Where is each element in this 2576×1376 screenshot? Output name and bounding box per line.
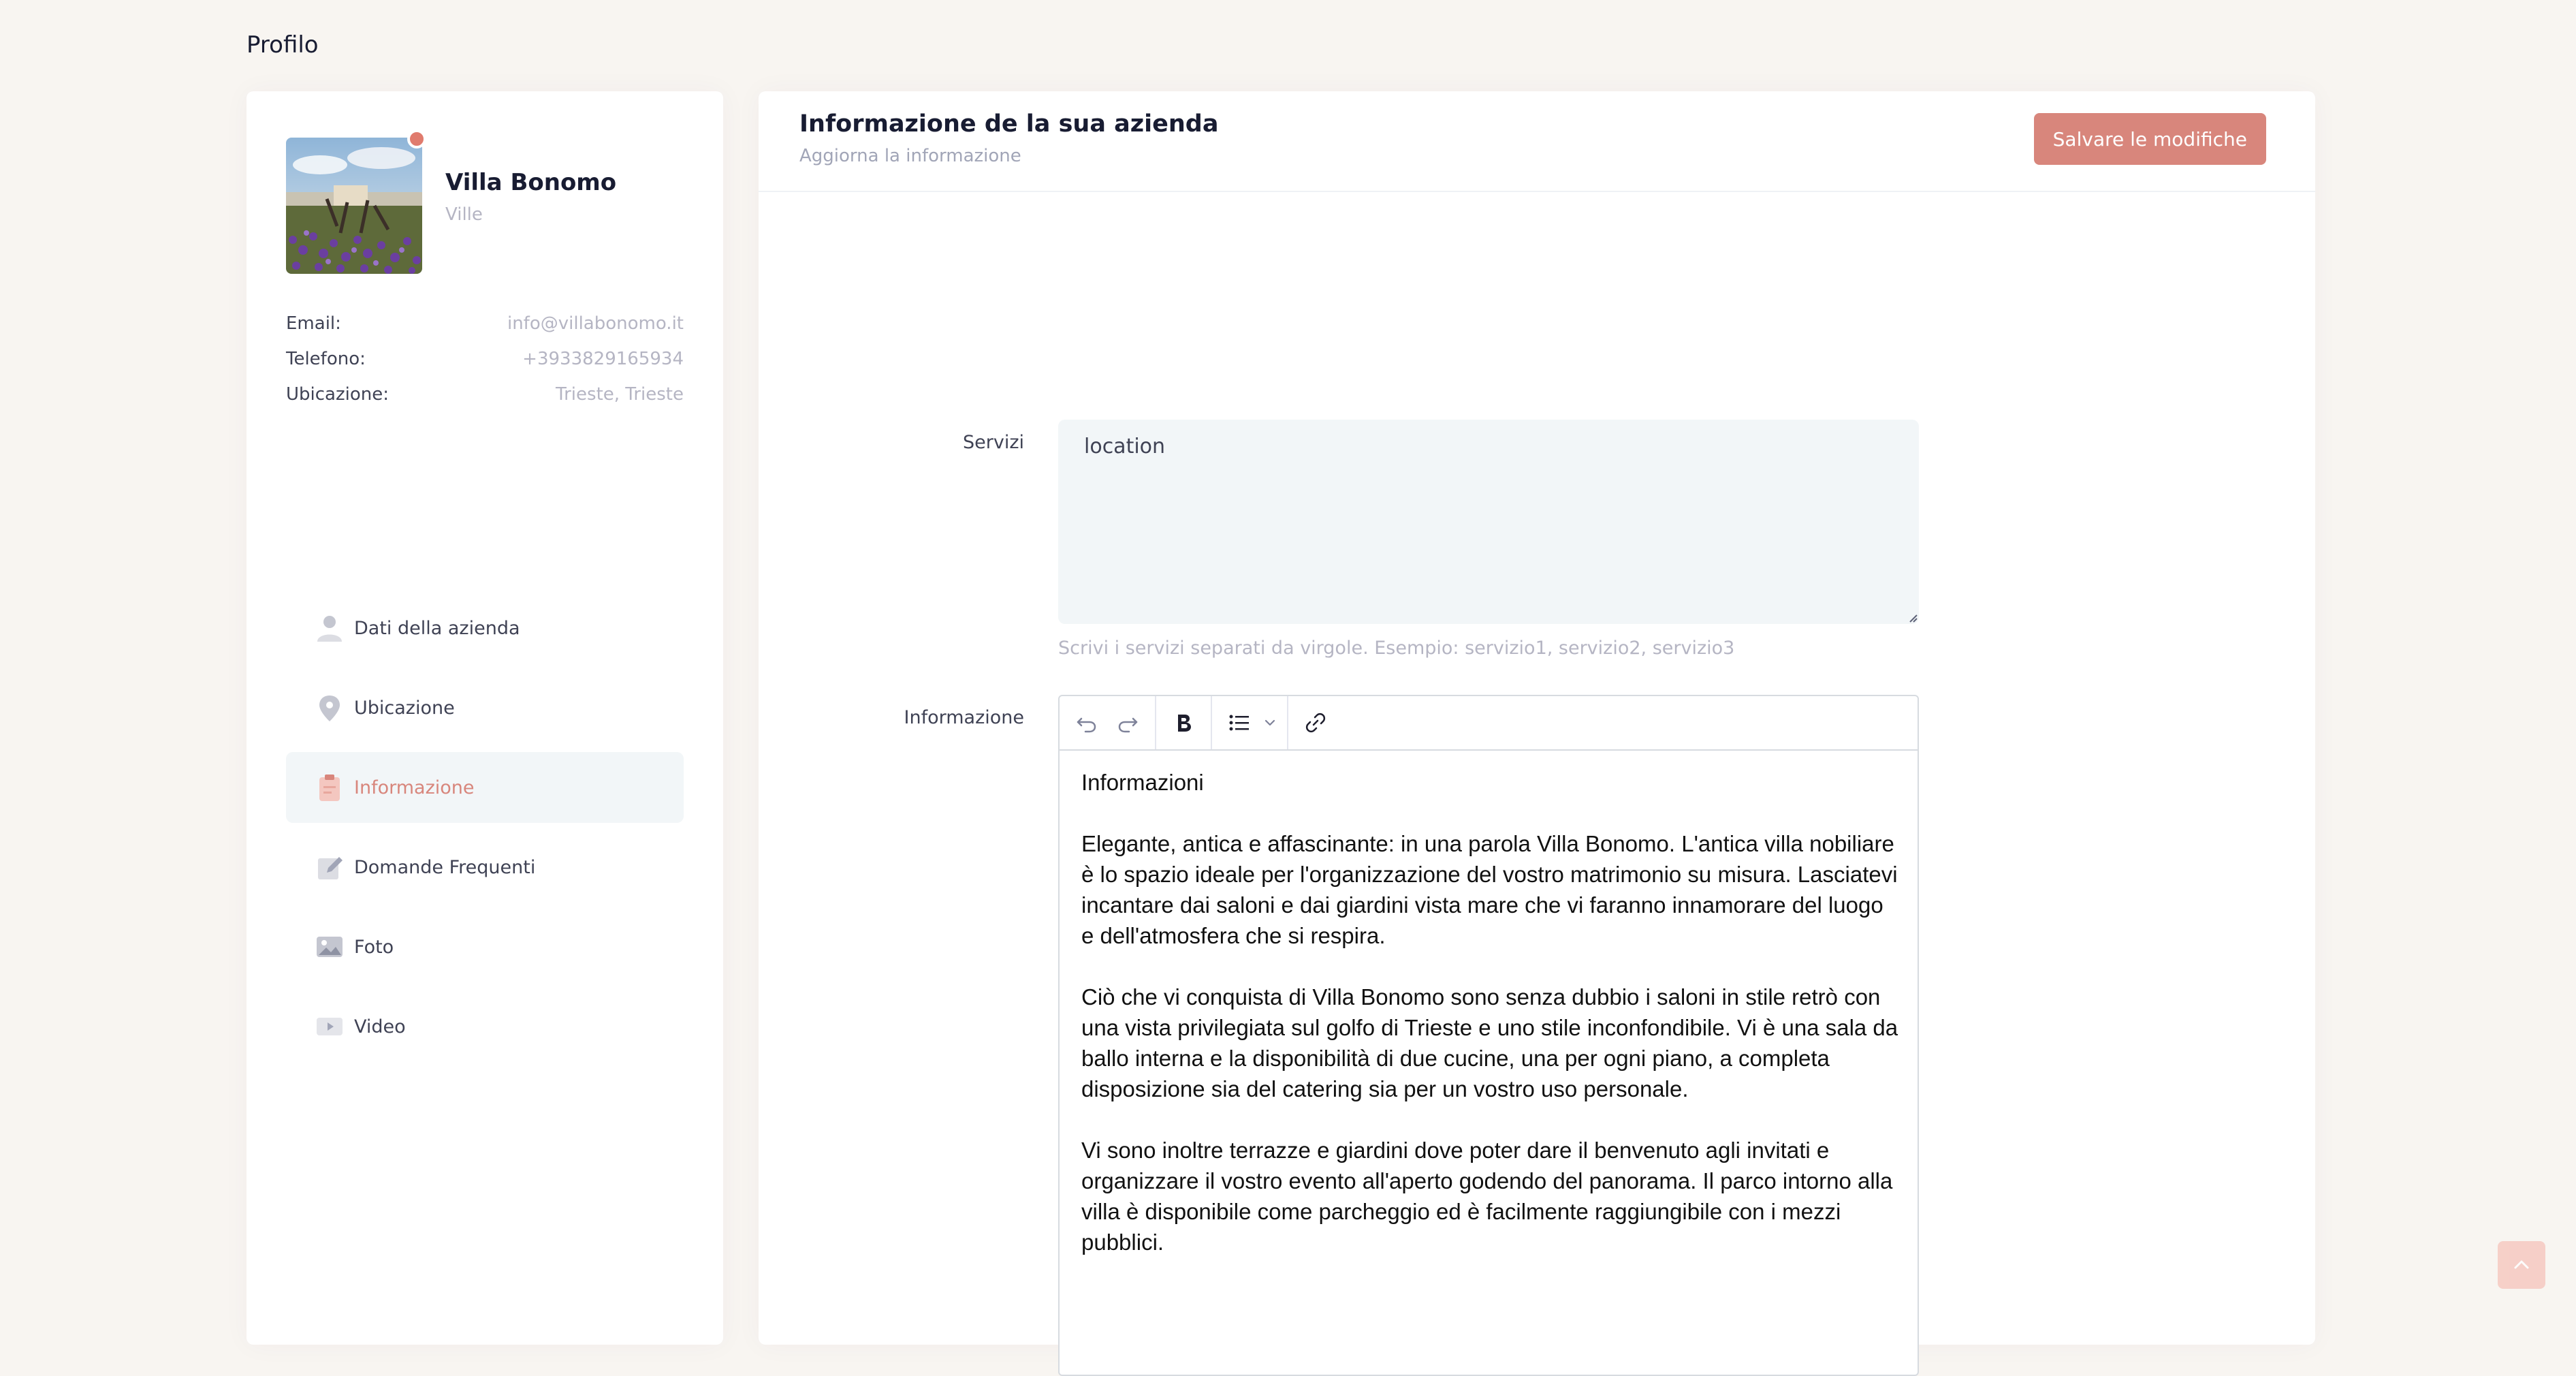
sidebar-item-label: Domande Frequenti	[354, 856, 536, 878]
page-title: Profilo	[247, 31, 319, 59]
editor-toolbar	[1060, 696, 1918, 751]
chevron-down-icon	[1262, 715, 1278, 731]
services-help-text: Scrivi i servizi separati da virgole. Esempio: servizio1, servizio2, servizio3	[1058, 638, 1735, 659]
sidebar-item-label: Foto	[354, 936, 394, 958]
sidebar-item-dati-azienda[interactable]	[286, 593, 684, 663]
arrow-up-icon	[2509, 1253, 2534, 1277]
contact-email-label: Email:	[286, 313, 341, 334]
company-category: Ville	[445, 204, 483, 225]
contact-location	[286, 384, 684, 411]
sidebar-item-informazione[interactable]	[286, 752, 684, 823]
editor-paragraph: Informazioni	[1081, 770, 1204, 795]
company-name: Villa Bonomo	[445, 169, 617, 196]
status-indicator	[407, 129, 426, 148]
history-group	[1060, 696, 1156, 749]
editor-paragraph: Vi sono inoltre terrazze e giardini dove poter dare il benvenuto agli invitati e organizzare il vostro evento all'aperto godendo del panorama. Il parco intorno alla villa è disponibile come parcheggio ed è facilmente raggiungibile con i mezzi pubblici.	[1081, 1138, 1893, 1255]
services-input[interactable]	[1058, 420, 1919, 624]
link-group	[1288, 696, 1343, 749]
profile-nav	[286, 593, 684, 1071]
link-button[interactable]	[1295, 702, 1336, 743]
bullet-list-button[interactable]	[1219, 702, 1260, 743]
avatar-container	[286, 138, 422, 274]
undo-icon	[1075, 710, 1099, 735]
sidebar-item-label: Informazione	[354, 777, 475, 798]
video-icon	[313, 1010, 346, 1043]
sidebar-item-domande-frequenti[interactable]	[286, 832, 684, 903]
profile-card	[247, 91, 723, 1345]
sidebar-item-label: Video	[354, 1016, 406, 1037]
card-header	[759, 91, 2315, 192]
card-subtitle: Aggiorna la informazione	[799, 146, 1021, 166]
undo-button[interactable]	[1066, 702, 1107, 743]
scroll-to-top-button[interactable]	[2498, 1241, 2545, 1289]
pencil-icon	[313, 851, 346, 884]
avatar[interactable]	[286, 138, 422, 274]
contact-phone	[286, 349, 684, 376]
contact-location-label: Ubicazione:	[286, 384, 389, 405]
list-group	[1212, 696, 1288, 749]
sidebar-item-video[interactable]	[286, 991, 684, 1062]
contact-phone-value: +3933829165934	[522, 349, 684, 369]
editor-paragraph: Elegante, antica e affascinante: in una parola Villa Bonomo. L'antica villa nobiliare è lo spazio ideale per l'organizzazione del vostro matrimonio su misura. Lasciatevi incantare dai saloni e dai giardini vista mare che vi faranno innamorare del luogo e dell'atmosfera che si respira.	[1081, 831, 1898, 948]
info-card	[759, 91, 2315, 1345]
user-icon	[313, 612, 346, 644]
list-icon	[1227, 710, 1252, 735]
list-dropdown-button[interactable]	[1260, 702, 1280, 743]
format-group	[1156, 696, 1212, 749]
info-label: Informazione	[904, 707, 1024, 728]
card-title: Informazione de la sua azienda	[799, 110, 1219, 138]
contact-location-value: Trieste, Trieste	[556, 384, 684, 405]
editor-content[interactable]	[1081, 767, 1898, 1288]
contact-email	[286, 313, 684, 341]
rich-text-editor[interactable]	[1058, 695, 1919, 1376]
link-icon	[1303, 710, 1328, 735]
sidebar-item-ubicazione[interactable]	[286, 672, 684, 743]
sidebar-item-label: Ubicazione	[354, 697, 455, 719]
save-button[interactable]: Salvare le modifiche	[2034, 113, 2266, 165]
contact-phone-label: Telefono:	[286, 349, 366, 369]
redo-icon	[1115, 710, 1140, 735]
bold-button[interactable]	[1163, 702, 1204, 743]
sidebar-item-label: Dati della azienda	[354, 617, 520, 639]
sidebar-item-foto[interactable]	[286, 911, 684, 982]
image-icon	[313, 931, 346, 963]
contact-email-value: info@villabonomo.it	[507, 313, 684, 334]
services-label: Servizi	[962, 432, 1024, 453]
clipboard-icon	[313, 771, 346, 804]
editor-paragraph: Ciò che vi conquista di Villa Bonomo sono senza dubbio i saloni in stile retrò con una vista privilegiata sul golfo di Trieste e uno stile inconfondibile. Vi è una sala da ballo interna e la disponibilità di due cucine, una per ogni piano, a completa disposizione sia del catering sia per un vostro uso personale.	[1081, 984, 1898, 1101]
map-pin-icon	[313, 691, 346, 724]
redo-button[interactable]	[1107, 702, 1148, 743]
resize-handle-icon[interactable]	[1907, 612, 1918, 623]
bold-icon	[1171, 710, 1196, 735]
